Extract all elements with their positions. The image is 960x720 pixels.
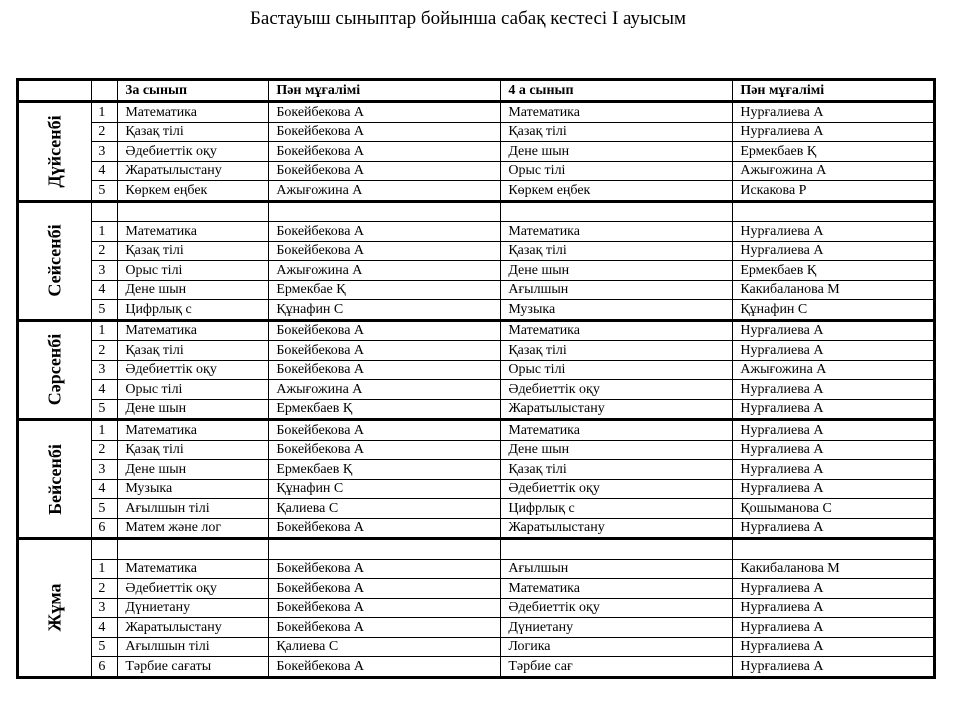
subject-4a-cell: Әдебиеттік оқу — [501, 479, 733, 499]
table-row — [18, 222, 935, 242]
subject-4a-cell: Дене шын — [501, 142, 733, 162]
table-row — [18, 201, 935, 222]
teacher-4a-cell: Ермекбаев Қ — [733, 261, 935, 281]
subject-3a-cell: Музыка — [118, 479, 269, 499]
subject-4a-cell: Көркем еңбек — [501, 181, 733, 202]
lesson-number-cell: 6 — [92, 518, 118, 539]
day-cell — [18, 201, 92, 320]
subject-3a-cell: Әдебиеттік оқу — [118, 360, 269, 380]
subject-4a-cell: Математика — [501, 320, 733, 341]
lesson-number-cell: 3 — [92, 360, 118, 380]
teacher-3a-cell: Бокейбекова А — [269, 657, 501, 678]
teacher-3a-cell: Құнафин С — [269, 479, 501, 499]
teacher-3a-cell: Бокейбекова А — [269, 579, 501, 599]
subject-4a-cell: Цифрлық с — [501, 499, 733, 519]
teacher-4a-cell: Нурғалиева А — [733, 222, 935, 242]
table-row — [18, 479, 935, 499]
lesson-number-cell: 5 — [92, 300, 118, 321]
subject-4a-cell: Қазақ тілі — [501, 460, 733, 480]
header-row — [18, 80, 935, 102]
subject-4a-cell: Музыка — [501, 300, 733, 321]
lesson-number-cell: 5 — [92, 637, 118, 657]
lesson-number-cell: 5 — [92, 399, 118, 420]
schedule-table — [16, 78, 936, 679]
subject-4a-cell: Орыс тілі — [501, 161, 733, 181]
teacher-3a-cell: Қалиева С — [269, 499, 501, 519]
teacher-4a-cell: Нурғалиева А — [733, 598, 935, 618]
table-row — [18, 380, 935, 400]
table-row — [18, 539, 935, 560]
teacher-4a-cell: Қошыманова С — [733, 499, 935, 519]
subject-4a-cell: Тәрбие сағ — [501, 657, 733, 678]
teacher-3a-cell: Бокейбекова А — [269, 360, 501, 380]
teacher-4a-cell: Какибаланова М — [733, 280, 935, 300]
teacher-4a-cell: Нурғалиева А — [733, 460, 935, 480]
lesson-number-cell: 3 — [92, 261, 118, 281]
header-cell-class-4a: 4 а сынып — [501, 80, 733, 102]
teacher-4a-cell: Нурғалиева А — [733, 241, 935, 261]
lesson-number-cell: 3 — [92, 598, 118, 618]
subject-3a-cell: Қазақ тілі — [118, 341, 269, 361]
table-row — [18, 300, 935, 321]
table-row — [18, 598, 935, 618]
lesson-number-cell: 2 — [92, 241, 118, 261]
table-row — [18, 657, 935, 678]
subject-4a-cell: Орыс тілі — [501, 360, 733, 380]
table-row — [18, 181, 935, 202]
teacher-3a-cell: Ажығожина А — [269, 261, 501, 281]
lesson-number-cell: 4 — [92, 280, 118, 300]
header-cell-teacher-4a: Пән мұғалімі — [733, 80, 935, 102]
table-row — [18, 440, 935, 460]
table-row — [18, 241, 935, 261]
teacher-3a-cell: Бокейбекова А — [269, 142, 501, 162]
subject-4a-cell — [501, 201, 733, 222]
teacher-4a-cell: Нурғалиева А — [733, 102, 935, 123]
teacher-4a-cell: Нурғалиева А — [733, 341, 935, 361]
table-row — [18, 161, 935, 181]
teacher-3a-cell: Ажығожина А — [269, 380, 501, 400]
teacher-4a-cell: Нурғалиева А — [733, 479, 935, 499]
subject-4a-cell: Математика — [501, 579, 733, 599]
lesson-number-cell: 6 — [92, 657, 118, 678]
teacher-4a-cell: Ажығожина А — [733, 161, 935, 181]
day-label: Сейсенбі — [44, 224, 65, 297]
teacher-3a-cell: Бокейбекова А — [269, 518, 501, 539]
subject-3a-cell: Әдебиеттік оқу — [118, 579, 269, 599]
subject-3a-cell: Қазақ тілі — [118, 440, 269, 460]
subject-4a-cell: Қазақ тілі — [501, 341, 733, 361]
subject-3a-cell: Қазақ тілі — [118, 122, 269, 142]
teacher-4a-cell: Нурғалиева А — [733, 320, 935, 341]
teacher-3a-cell — [269, 539, 501, 560]
lesson-number-cell: 2 — [92, 579, 118, 599]
teacher-4a-cell: Нурғалиева А — [733, 380, 935, 400]
teacher-3a-cell: Бокейбекова А — [269, 420, 501, 441]
lesson-number-cell: 1 — [92, 320, 118, 341]
table-row — [18, 261, 935, 281]
table-row — [18, 420, 935, 441]
subject-3a-cell: Дене шын — [118, 280, 269, 300]
lesson-number-cell: 4 — [92, 161, 118, 181]
table-row — [18, 579, 935, 599]
subject-3a-cell: Тәрбие сағаты — [118, 657, 269, 678]
lesson-number-cell: 2 — [92, 341, 118, 361]
teacher-3a-cell: Қалиева С — [269, 637, 501, 657]
lesson-number-cell: 3 — [92, 460, 118, 480]
lesson-number-cell — [92, 539, 118, 560]
subject-3a-cell: Көркем еңбек — [118, 181, 269, 202]
header-cell-day — [18, 80, 92, 102]
teacher-3a-cell: Бокейбекова А — [269, 241, 501, 261]
teacher-3a-cell: Бокейбекова А — [269, 341, 501, 361]
lesson-number-cell: 2 — [92, 440, 118, 460]
table-row — [18, 280, 935, 300]
subject-3a-cell: Математика — [118, 320, 269, 341]
teacher-4a-cell: Нурғалиева А — [733, 420, 935, 441]
day-label: Дүйсенбі — [44, 115, 65, 188]
table-row — [18, 499, 935, 519]
subject-3a-cell: Қазақ тілі — [118, 241, 269, 261]
table-row — [18, 320, 935, 341]
subject-4a-cell: Жаратылыстану — [501, 518, 733, 539]
lesson-number-cell: 1 — [92, 222, 118, 242]
teacher-4a-cell: Искакова Р — [733, 181, 935, 202]
day-cell — [18, 320, 92, 420]
subject-4a-cell: Дүниетану — [501, 618, 733, 638]
day-cell — [18, 539, 92, 678]
subject-4a-cell: Әдебиеттік оқу — [501, 380, 733, 400]
subject-4a-cell — [501, 539, 733, 560]
subject-3a-cell: Ағылшын тілі — [118, 637, 269, 657]
lesson-number-cell: 2 — [92, 122, 118, 142]
subject-3a-cell: Дене шын — [118, 399, 269, 420]
subject-3a-cell: Цифрлық с — [118, 300, 269, 321]
teacher-4a-cell: Нурғалиева А — [733, 122, 935, 142]
teacher-4a-cell: Нурғалиева А — [733, 657, 935, 678]
subject-3a-cell: Математика — [118, 102, 269, 123]
subject-3a-cell — [118, 201, 269, 222]
teacher-3a-cell: Бокейбекова А — [269, 320, 501, 341]
table-row — [18, 102, 935, 123]
lesson-number-cell: 4 — [92, 618, 118, 638]
table-row — [18, 122, 935, 142]
teacher-4a-cell — [733, 201, 935, 222]
teacher-3a-cell: Ермекбаев Қ — [269, 399, 501, 420]
subject-4a-cell: Логика — [501, 637, 733, 657]
lesson-number-cell: 4 — [92, 479, 118, 499]
lesson-number-cell: 1 — [92, 102, 118, 123]
subject-4a-cell: Ағылшын — [501, 280, 733, 300]
subject-3a-cell: Дүниетану — [118, 598, 269, 618]
teacher-4a-cell: Какибаланова М — [733, 559, 935, 579]
subject-4a-cell: Жаратылыстану — [501, 399, 733, 420]
subject-3a-cell: Әдебиеттік оқу — [118, 142, 269, 162]
subject-3a-cell: Орыс тілі — [118, 380, 269, 400]
teacher-3a-cell: Бокейбекова А — [269, 598, 501, 618]
subject-4a-cell: Математика — [501, 420, 733, 441]
subject-3a-cell: Матем және лог — [118, 518, 269, 539]
lesson-number-cell: 5 — [92, 181, 118, 202]
table-row — [18, 142, 935, 162]
teacher-3a-cell: Ермекбае Қ — [269, 280, 501, 300]
teacher-4a-cell — [733, 539, 935, 560]
teacher-3a-cell: Бокейбекова А — [269, 440, 501, 460]
day-label: Жұма — [44, 583, 65, 632]
table-row — [18, 518, 935, 539]
table-row — [18, 618, 935, 638]
subject-3a-cell: Орыс тілі — [118, 261, 269, 281]
table-row — [18, 341, 935, 361]
subject-3a-cell — [118, 539, 269, 560]
subject-3a-cell: Жаратылыстану — [118, 161, 269, 181]
table-row — [18, 460, 935, 480]
subject-3a-cell: Дене шын — [118, 460, 269, 480]
teacher-4a-cell: Нурғалиева А — [733, 440, 935, 460]
subject-4a-cell: Ағылшын — [501, 559, 733, 579]
subject-3a-cell: Математика — [118, 559, 269, 579]
teacher-3a-cell: Бокейбекова А — [269, 161, 501, 181]
teacher-4a-cell: Құнафин С — [733, 300, 935, 321]
table-row — [18, 559, 935, 579]
teacher-3a-cell: Бокейбекова А — [269, 122, 501, 142]
day-label: Бейсенбі — [44, 443, 65, 515]
table-row — [18, 360, 935, 380]
page-title: Бастауыш сыныптар бойынша сабақ кестесі І ауысым — [249, 8, 686, 29]
table-row — [18, 637, 935, 657]
lesson-number-cell: 4 — [92, 380, 118, 400]
teacher-4a-cell: Нурғалиева А — [733, 618, 935, 638]
subject-4a-cell: Дене шын — [501, 261, 733, 281]
header-cell-teacher-3a: Пән мұғалімі — [269, 80, 501, 102]
teacher-3a-cell: Бокейбекова А — [269, 222, 501, 242]
teacher-3a-cell: Бокейбекова А — [269, 618, 501, 638]
lesson-number-cell: 1 — [92, 420, 118, 441]
teacher-4a-cell: Нурғалиева А — [733, 518, 935, 539]
lesson-number-cell: 5 — [92, 499, 118, 519]
teacher-3a-cell: Бокейбекова А — [269, 559, 501, 579]
day-cell — [18, 420, 92, 539]
table-row — [18, 399, 935, 420]
lesson-number-cell: 3 — [92, 142, 118, 162]
subject-4a-cell: Қазақ тілі — [501, 122, 733, 142]
subject-4a-cell: Математика — [501, 102, 733, 123]
subject-3a-cell: Математика — [118, 222, 269, 242]
day-cell — [18, 102, 92, 202]
subject-3a-cell: Жаратылыстану — [118, 618, 269, 638]
teacher-4a-cell: Нурғалиева А — [733, 637, 935, 657]
subject-3a-cell: Ағылшын тілі — [118, 499, 269, 519]
teacher-4a-cell: Нурғалиева А — [733, 579, 935, 599]
teacher-3a-cell: Ермекбаев Қ — [269, 460, 501, 480]
teacher-3a-cell: Бокейбекова А — [269, 102, 501, 123]
header-cell-class-3a: 3а сынып — [118, 80, 269, 102]
teacher-4a-cell: Ажығожина А — [733, 360, 935, 380]
subject-3a-cell: Математика — [118, 420, 269, 441]
subject-4a-cell: Дене шын — [501, 440, 733, 460]
teacher-4a-cell: Ермекбаев Қ — [733, 142, 935, 162]
day-label: Сәрсенбі — [44, 333, 65, 406]
subject-4a-cell: Қазақ тілі — [501, 241, 733, 261]
teacher-3a-cell — [269, 201, 501, 222]
header-cell-number — [92, 80, 118, 102]
subject-4a-cell: Математика — [501, 222, 733, 242]
teacher-3a-cell: Ажығожина А — [269, 181, 501, 202]
lesson-number-cell: 1 — [92, 559, 118, 579]
subject-4a-cell: Әдебиеттік оқу — [501, 598, 733, 618]
teacher-4a-cell: Нурғалиева А — [733, 399, 935, 420]
lesson-number-cell — [92, 201, 118, 222]
teacher-3a-cell: Құнафин С — [269, 300, 501, 321]
